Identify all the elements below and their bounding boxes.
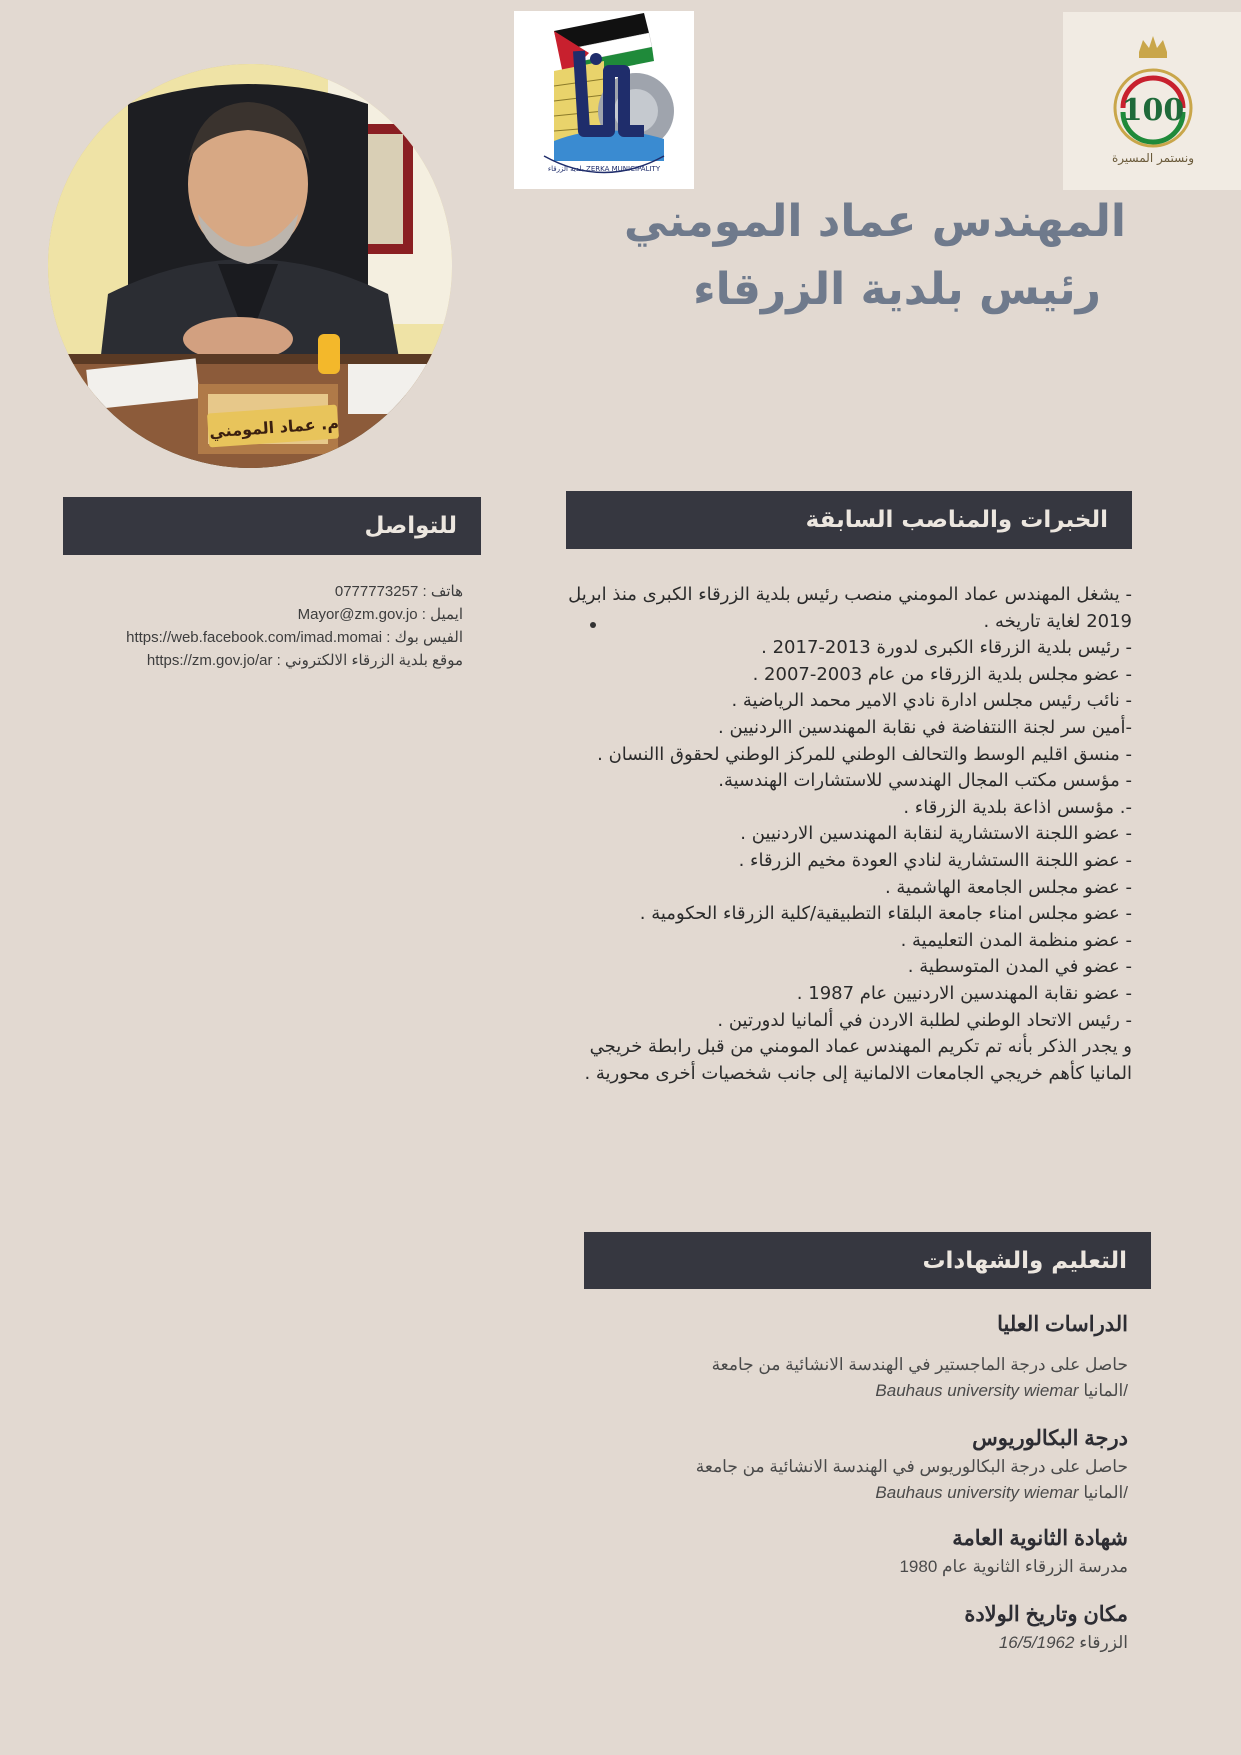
list-item: و يجدر الذكر بأنه تم تكريم المهندس عماد المومني من قبل رابطة خريجي المانيا كأهم خريجي الجامعات الالمانية إلى جانب شخصيات أخرى محورية . (584, 1036, 1132, 1084)
list-item: - رئيس بلدية الزرقاء الكبرى لدورة 2013-2017 . (761, 637, 1132, 659)
education-entry-title: مكان وتاريخ الولادة (964, 1603, 1128, 1626)
education-title: التعليم والشهادات (922, 1247, 1127, 1274)
education-header (584, 1232, 1151, 1289)
education-entry-title: درجة البكالوريوس (972, 1427, 1128, 1450)
nameplate-text: م. عماد المومني (208, 413, 340, 442)
list-item: - عضو منظمة المدن التعليمية . (900, 929, 1132, 951)
education-university-name: Bauhaus university wiemar (875, 1381, 1079, 1400)
centennial-logo (1063, 12, 1241, 190)
list-item: - نائب رئيس مجلس ادارة نادي الامير محمد الرياضية . (731, 690, 1132, 712)
birth-info (568, 1630, 1128, 1656)
list-item: - عضو مجلس امناء جامعة البلقاء التطبيقية/كلية الزرقاء الحكومية . (639, 903, 1132, 925)
experience-list (557, 582, 1132, 1087)
education-entry-birth (568, 1600, 1128, 1656)
birth-date: 16/5/1962 (998, 1633, 1075, 1652)
education-entry-university (568, 1378, 1128, 1404)
list-item: - عضو اللجنة االستشارية لنادي العودة مخيم الزرقاء . (738, 849, 1132, 871)
list-item: - مؤسس مكتب المجال الهندسي للاستشارات الهندسية. (718, 770, 1132, 792)
experience-header (566, 491, 1132, 549)
municipality-logo (514, 11, 694, 189)
education-entry-title: شهادة الثانوية العامة (952, 1527, 1128, 1550)
education-university-name: Bauhaus university wiemar (875, 1483, 1079, 1502)
education-entry-bachelor (568, 1424, 1128, 1506)
education-list (568, 1310, 1128, 1656)
municipality-emblem-icon (514, 11, 694, 189)
experience-title: الخبرات والمناصب السابقة (805, 507, 1108, 533)
education-country: /المانيا (1083, 1483, 1128, 1502)
education-entry-line: مدرسة الزرقاء الثانوية عام 1980 (899, 1557, 1128, 1576)
portrait-illustration (48, 64, 452, 468)
contact-header (63, 497, 481, 555)
education-entry-title: الدراسات العليا (997, 1313, 1128, 1336)
education-entry-university (568, 1480, 1128, 1506)
education-entry-masters (568, 1310, 1128, 1404)
contact-email[interactable]: ايميل : Mayor@zm.gov.jo (297, 606, 463, 623)
list-item: - عضو مجلس الجامعة الهاشمية . (884, 876, 1132, 898)
education-country: /المانيا (1083, 1381, 1128, 1400)
list-item: - عضو مجلس بلدية الزرقاء من عام 2003-2007 . (752, 663, 1132, 685)
list-item: - عضو نقابة المهندسين الاردنيين عام 1987 . (796, 982, 1132, 1004)
centennial-number: 100 (1121, 93, 1185, 128)
list-item: - منسق اقليم الوسط والتحالف الوطني للمركز الوطني لحقوق االنسان . (597, 743, 1132, 765)
list-item: - عضو في المدن المتوسطية . (907, 956, 1132, 978)
list-item: - رئيس الاتحاد الوطني لطلبة الاردن في ألمانيا لدورتين . (717, 1009, 1132, 1031)
education-entry-secondary (568, 1524, 1128, 1580)
education-entry-line: حاصل على درجة الماجستير في الهندسة الانشائية من جامعة (711, 1355, 1128, 1374)
contact-website[interactable]: موقع بلدية الزرقاء الالكتروني : https://zm.gov.jo/ar (146, 652, 463, 669)
list-item: - يشغل المهندس عماد المومني منصب رئيس بلدية الزرقاء الكبرى منذ ابريل 2019 لغاية تاريخه . (568, 584, 1132, 632)
list-item: - عضو اللجنة الاستشارية لنقابة المهندسين الاردنيين . (740, 823, 1132, 845)
centennial-slogan: ونستمر المسيرة (1112, 151, 1194, 165)
birth-place: الزرقاء (1079, 1633, 1128, 1652)
contact-title: للتواصل (364, 513, 457, 539)
education-entry-line: حاصل على درجة البكالوريوس في الهندسة الانشائية من جامعة (695, 1457, 1128, 1476)
crown-icon (1063, 12, 1241, 190)
page-subtitle: رئيس بلدية الزرقاء (693, 264, 1101, 315)
profile-photo (48, 64, 452, 468)
contact-list (43, 580, 463, 672)
page-title: المهندس عماد المومني (624, 196, 1126, 247)
contact-phone: هاتف : 0777773257 (334, 583, 463, 600)
contact-facebook[interactable]: الفيس بوك : https://web.facebook.com/imad.momai (126, 629, 463, 646)
list-item: -أمين سر لجنة االنتفاضة في نقابة المهندسين االردنيين . (718, 716, 1132, 738)
municipality-logo-text: بلدية الزرقاء ZERKA MUNICIPALITY (547, 165, 661, 173)
list-item: -. مؤسس اذاعة بلدية الزرقاء . (903, 796, 1132, 818)
